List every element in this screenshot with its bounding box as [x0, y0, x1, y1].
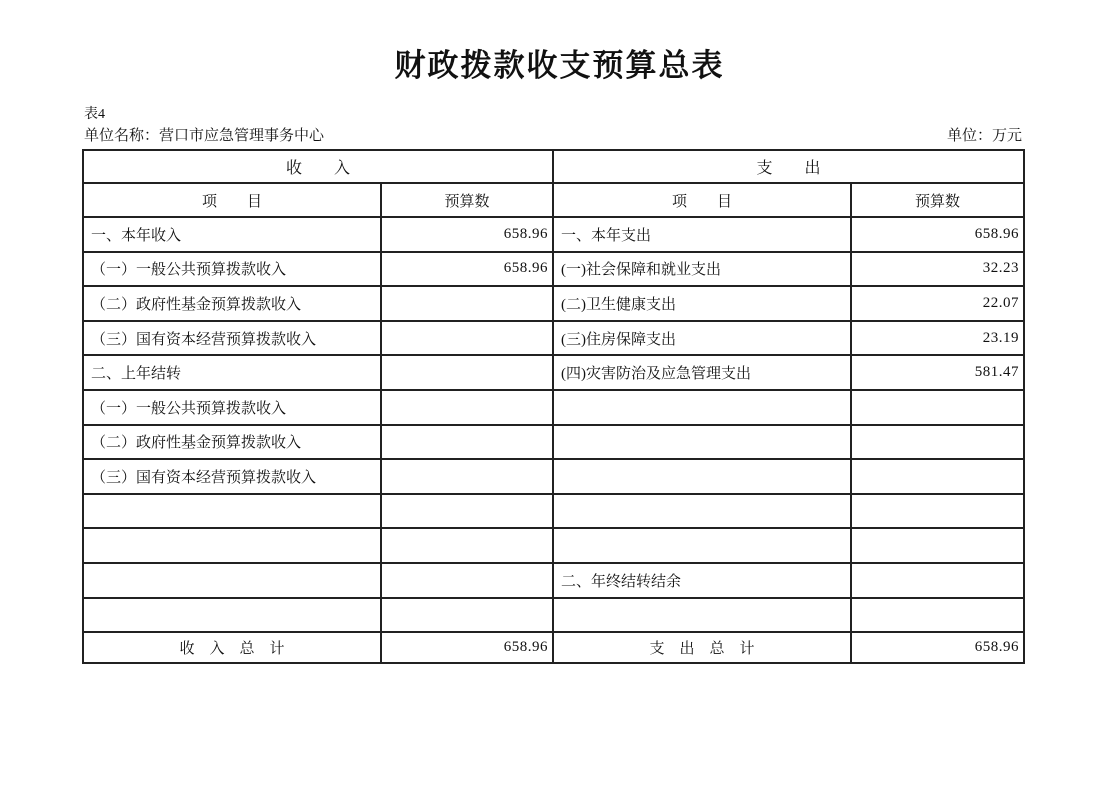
income-item-cell	[83, 494, 381, 529]
page-title: 财政拨款收支预算总表	[394, 48, 725, 83]
expense-item-cell	[553, 494, 851, 529]
currency-unit-label: 单位：万元	[946, 128, 1022, 144]
table-row	[83, 286, 1024, 321]
expense-budget-cell: 22.07	[851, 286, 1024, 321]
income-item-cell: （三）国有资本经营预算拨款收入	[83, 321, 381, 356]
section-header-row	[83, 150, 1024, 183]
income-budget-cell: 658.96	[381, 217, 553, 252]
table-row	[83, 217, 1024, 252]
expense-budget-cell: 32.23	[851, 252, 1024, 287]
expense-budget-cell	[851, 494, 1024, 529]
expense-item-cell: 二、年终结转结余	[553, 563, 851, 598]
expense-item-cell: (二)卫生健康支出	[553, 286, 851, 321]
column-header-row	[83, 183, 1024, 217]
income-item-cell: （二）政府性基金预算拨款收入	[83, 286, 381, 321]
expense-item-cell	[553, 459, 851, 494]
expense-budget-cell	[851, 390, 1024, 425]
income-budget-cell	[381, 355, 553, 390]
expense-item-header: 项 目	[553, 183, 851, 217]
expense-budget-header: 预算数	[851, 183, 1024, 217]
expense-item-cell: 一、本年支出	[553, 217, 851, 252]
table-row	[83, 390, 1024, 425]
expense-section-header: 支 出	[553, 150, 1024, 183]
income-item-cell	[83, 563, 381, 598]
total-row	[83, 632, 1024, 663]
expense-item-cell	[553, 425, 851, 460]
unit-name-label: 单位名称：营口市应急管理事务中心	[84, 128, 325, 144]
income-budget-cell	[381, 563, 553, 598]
expense-item-cell: (四)灾害防治及应急管理支出	[553, 355, 851, 390]
table-row	[83, 528, 1024, 563]
expense-budget-cell	[851, 459, 1024, 494]
income-total-label: 收 入 总 计	[83, 632, 381, 663]
table-row	[83, 355, 1024, 390]
income-total-value: 658.96	[381, 632, 553, 663]
budget-table	[82, 149, 1025, 664]
income-item-cell: （二）政府性基金预算拨款收入	[83, 425, 381, 460]
expense-total-label: 支 出 总 计	[553, 632, 851, 663]
income-budget-cell: 658.96	[381, 252, 553, 287]
income-item-cell: 一、本年收入	[83, 217, 381, 252]
table-row	[83, 321, 1024, 356]
income-item-cell: 二、上年结转	[83, 355, 381, 390]
expense-budget-cell: 23.19	[851, 321, 1024, 356]
expense-item-cell	[553, 528, 851, 563]
income-item-cell: （一）一般公共预算拨款收入	[83, 390, 381, 425]
expense-budget-cell	[851, 598, 1024, 633]
income-budget-cell	[381, 425, 553, 460]
table-row	[83, 494, 1024, 529]
income-item-cell	[83, 598, 381, 633]
expense-budget-cell	[851, 528, 1024, 563]
income-budget-cell	[381, 459, 553, 494]
expense-item-cell: (一)社会保障和就业支出	[553, 252, 851, 287]
income-budget-cell	[381, 286, 553, 321]
table-row	[83, 425, 1024, 460]
expense-item-cell	[553, 390, 851, 425]
income-item-cell	[83, 528, 381, 563]
income-budget-cell	[381, 528, 553, 563]
income-section-header: 收 入	[83, 150, 553, 183]
table-row	[83, 459, 1024, 494]
expense-item-cell	[553, 598, 851, 633]
income-budget-cell	[381, 494, 553, 529]
table-row	[83, 563, 1024, 598]
table-row	[83, 252, 1024, 287]
income-item-header: 项 目	[83, 183, 381, 217]
table-number-label: 表4	[84, 107, 105, 122]
meta-row	[84, 124, 1022, 145]
income-budget-cell	[381, 598, 553, 633]
expense-item-cell: (三)住房保障支出	[553, 321, 851, 356]
income-budget-cell	[381, 390, 553, 425]
expense-budget-cell: 581.47	[851, 355, 1024, 390]
expense-budget-cell	[851, 563, 1024, 598]
expense-total-value: 658.96	[851, 632, 1024, 663]
income-item-cell: （三）国有资本经营预算拨款收入	[83, 459, 381, 494]
income-budget-header: 预算数	[381, 183, 553, 217]
income-budget-cell	[381, 321, 553, 356]
table-row	[83, 598, 1024, 633]
income-item-cell: （一）一般公共预算拨款收入	[83, 252, 381, 287]
expense-budget-cell	[851, 425, 1024, 460]
expense-budget-cell: 658.96	[851, 217, 1024, 252]
